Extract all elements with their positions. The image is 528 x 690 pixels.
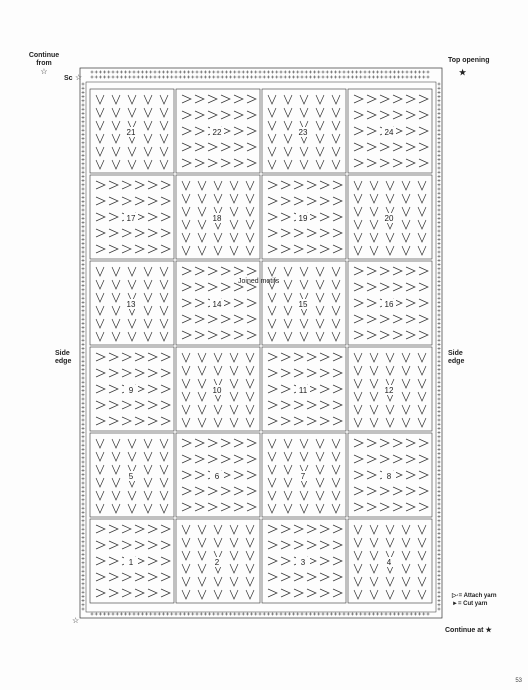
top-sc-row-2 — [91, 76, 430, 79]
filled-star-icon: ★ — [459, 68, 467, 77]
side-edge-left-label: Side edge — [55, 350, 72, 365]
continue-at-label: Continue at ★ — [445, 627, 492, 634]
motif-number: 22 — [212, 128, 222, 137]
motif-number: 21 — [126, 128, 136, 137]
attach-yarn-icon: ▷· — [452, 593, 459, 599]
motif-17 — [90, 175, 174, 259]
motif-22 — [176, 89, 260, 173]
hollow-star-icon: ☆ — [75, 73, 83, 82]
hollow-star-icon: ☆ — [40, 67, 48, 76]
motif-number: 12 — [384, 386, 394, 395]
motif-2 — [176, 519, 260, 603]
motif-number: 10 — [212, 386, 222, 395]
motif-number: 6 — [214, 472, 220, 481]
motif-number: 2 — [214, 558, 220, 567]
motif-9 — [90, 347, 174, 431]
motif-number: 7 — [300, 472, 306, 481]
bottom-sc-row — [91, 613, 430, 616]
motif-10 — [176, 347, 260, 431]
motif-20 — [348, 175, 432, 259]
motif-4 — [348, 519, 432, 603]
motif-number: 20 — [384, 214, 394, 223]
filled-star-icon: ★ — [485, 627, 492, 634]
motif-number: 4 — [386, 558, 392, 567]
top-sc-row-1 — [91, 71, 430, 74]
motif-number: 17 — [126, 214, 136, 223]
cut-yarn-icon: ► — [452, 601, 458, 607]
motif-18 — [176, 175, 260, 259]
motif-number: 15 — [298, 300, 308, 309]
top-opening-label: Top opening — [448, 57, 490, 64]
motif-16 — [348, 261, 432, 345]
motif-number: 13 — [126, 300, 136, 309]
motif-number: 23 — [298, 128, 308, 137]
motif-11 — [262, 347, 346, 431]
motif-3 — [262, 519, 346, 603]
motif-number: 11 — [298, 386, 308, 395]
motif-number: 16 — [384, 300, 394, 309]
side-edge-right-label: Side edge — [448, 350, 465, 365]
motif-13 — [90, 261, 174, 345]
motif-number: 1 — [128, 558, 134, 567]
motif-15 — [262, 261, 346, 345]
cut-yarn-legend: ►= Cut yarn — [452, 601, 488, 607]
hollow-star-icon: ☆ — [72, 616, 80, 625]
motif-number: 3 — [300, 558, 306, 567]
sc-label: Sc — [64, 75, 73, 82]
motif-1 — [90, 519, 174, 603]
motif-24 — [348, 89, 432, 173]
attach-yarn-legend: ▷·= Attach yarn — [452, 593, 497, 599]
right-edge-sc — [438, 83, 441, 611]
motif-5 — [90, 433, 174, 517]
motif-number: 24 — [384, 128, 394, 137]
motif-number: 14 — [212, 300, 222, 309]
motif-grid — [90, 89, 432, 603]
motif-14 — [176, 261, 260, 345]
motif-12 — [348, 347, 432, 431]
motif-7 — [262, 433, 346, 517]
page-number: 53 — [515, 678, 522, 684]
joined-motifs-label: Joined motifs — [238, 278, 280, 285]
continue-from-label: Continue from ☆ — [25, 52, 63, 76]
motif-number: 18 — [212, 214, 222, 223]
motif-19 — [262, 175, 346, 259]
motif-number: 19 — [298, 214, 308, 223]
motif-8 — [348, 433, 432, 517]
left-edge-sc — [82, 83, 85, 611]
motif-number: 8 — [386, 472, 392, 481]
motif-23 — [262, 89, 346, 173]
motif-number: 5 — [128, 472, 134, 481]
motif-number: 9 — [128, 386, 134, 395]
motif-6 — [176, 433, 260, 517]
motif-21 — [90, 89, 174, 173]
